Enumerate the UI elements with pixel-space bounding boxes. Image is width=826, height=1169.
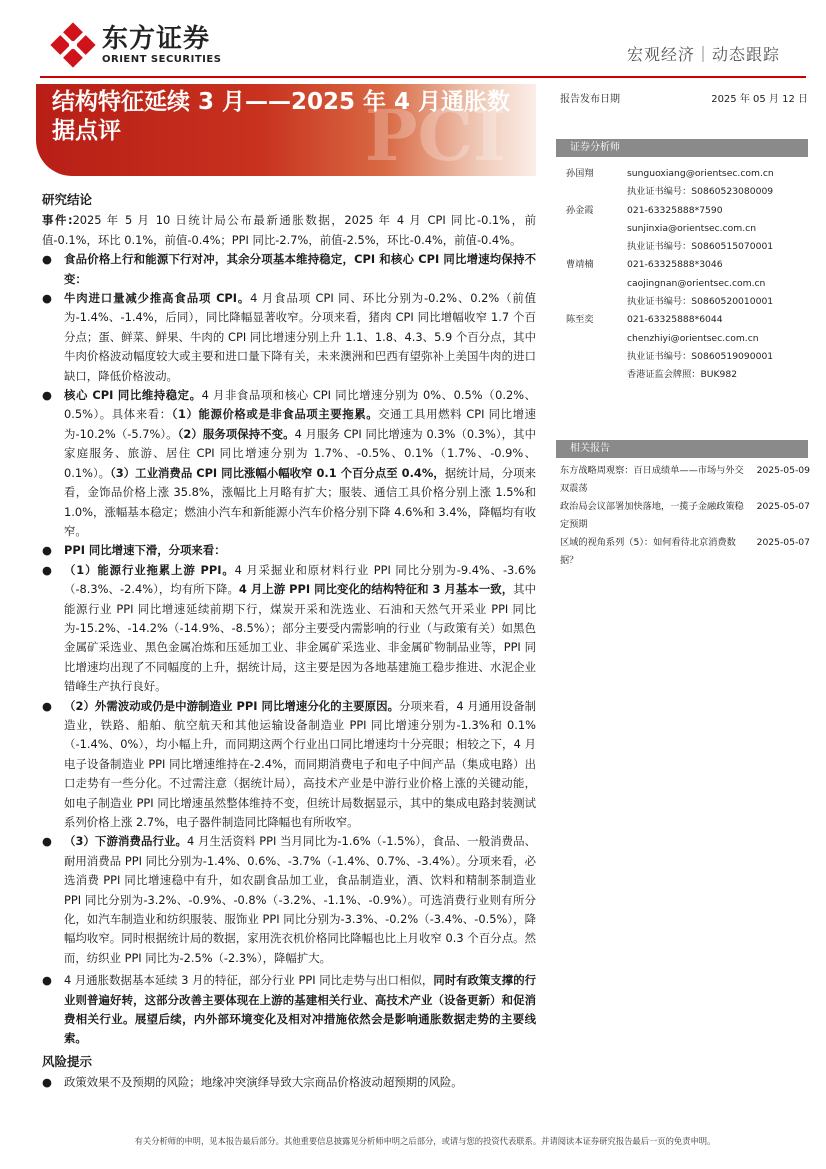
- event-text: 2025 年 5 月 10 日统计局公布最新通胀数据，2025 年 4 月 CPI 同比-0.1%，前值-0.1%，环比 0.1%，前值-0.4%；PPI 同比-2.7%，前值-2.5%，环比-0.4%，前值-0.4%。: [42, 213, 537, 247]
- bullet-bold: （2）服务项保持不变。: [177, 426, 295, 441]
- main-content: [42, 190, 536, 1093]
- bullet-bold: （1）能源价格或是非食品项主要拖累。: [171, 407, 379, 422]
- analyst-email[interactable]: chenzhiyi@orientsec.com.cn: [627, 332, 759, 344]
- report-category: 宏观经济｜动态跟踪: [626, 45, 780, 64]
- analyst-name: 孙金霞: [566, 204, 594, 216]
- bullet-text: 其中能源行业 PPI 同比增速延续前期下行，煤炭开采和洗选业、石油和天然气开采业 PPI 同比为-15.2%、-14.2%（-14.9%、-8.5%）；部分主要受内需影响的行业（与政策有关）如黑色金属矿采选业、黑色金属冶炼和压延加工业、非金属矿采选业、非金属矿物制品业等，PPI 同比增速均出现了不同幅度的上升，据统计局，这主要是因为各地基建施工稳步推进、水泥企业错峰生产执行良好。: [64, 582, 536, 694]
- bullet-item: [42, 832, 536, 968]
- bullet-text: 4 月食品项 CPI 同、环比分别为-0.2%、0.2%（前值为-1.4%、-1.4%，后同），同比降幅显著收窄。分项来看，猪肉 CPI 同比增幅收窄 1.7 个百分点；蛋、鲜菜、鲜果、牛肉的 CPI 同比增速分别上升 1.1、1.8、4.3、5.9 个百分点，其中牛肉价格波动幅度较大或主要和进口量下降有关，未来澳洲和巴西有望弥补上美国牛肉的进口缺口，降低价格波动。: [64, 291, 536, 383]
- analyst-email[interactable]: sunguoxiang@orientsec.com.cn: [627, 168, 774, 179]
- section-title-risk: 风险提示: [42, 1053, 93, 1069]
- report-title: 结构特征延续 3 月——2025 年 4 月通胀数据点评: [52, 89, 511, 144]
- publish-date-label: 报告发布日期: [560, 94, 620, 105]
- related-report-date: 2025-05-07: [756, 501, 810, 512]
- bullet-item: [42, 250, 536, 289]
- bullet-icon: ●: [42, 1075, 52, 1090]
- bullet-icon: ●: [42, 252, 52, 267]
- bullet-text: 4 月生活资料 PPI 当月同比为-1.6%（-1.5%），食品、一般消费品、耐用消费品 PPI 同比分别为-1.4%、0.6%、-3.7%（-1.4%、0.7%、-3.4%）。分项来看，必选消费 PPI 同比增速稳中有升，如农副食品加工业，食品制造业，酒、饮料和精制茶制造业 PPI 同比分别为-3.2%、-0.9%、-0.8%（-3.2%、-1.1%、-0.9%）。可选消费行业则有所分化，如汽车制造业和纺织服装、服饰业 PPI 同比分别为-3.3%、-0.2%（-3.4%、-0.5%），降幅均收窄。同时根据统计局的数据，家用洗衣机价格同比降幅也比上月收窄 0.3 个百分点。然而，纺织业 PPI 同比为-2.5%（-2.3%），降幅扩大。: [64, 834, 536, 965]
- bullet-text: 政策效果不及预期的风险；地缘冲突演绎导致大宗商品价格波动超预期的风险。: [64, 1075, 463, 1090]
- bullet-text: 4 月通胀数据基本延续 3 月的特征，部分行业 PPI 同比走势与出口相似，: [64, 973, 434, 988]
- related-report-item[interactable]: [560, 534, 810, 570]
- bullet-item: [42, 561, 536, 697]
- analyst-license: 执业证书编号：S0860519090001: [627, 350, 774, 362]
- event-label: 事件:: [42, 213, 73, 228]
- analyst-phone: 021-63325888*7590: [627, 204, 723, 216]
- bullet-bold: （2）外需波动或仍是中游制造业 PPI 同比增速分化的主要原因。: [64, 698, 400, 713]
- bullet-icon: ●: [42, 388, 52, 403]
- title-banner: [36, 84, 536, 176]
- related-reports-header: 相关报告: [556, 440, 808, 458]
- related-report-date: 2025-05-09: [756, 465, 810, 476]
- logo-english-name: ORIENT SECURITIES: [102, 54, 222, 65]
- analyst-email[interactable]: sunjinxia@orientsec.com.cn: [627, 222, 757, 234]
- analyst-license: 执业证书编号：S0860515070001: [627, 241, 774, 253]
- bullet-text: 交通工具用燃料 CPI 同比增速为-10.2%（-5.7%）。: [64, 407, 536, 441]
- disclaimer-footer: 有关分析师的申明，见本报告最后部分。其他重要信息披露见分析师申明之后部分，或请与您的投资代表联系。并请阅读本证券研究报告最后一页的免责申明。: [134, 1136, 716, 1146]
- bullet-icon: ●: [42, 291, 52, 306]
- analyst-entry: [566, 256, 816, 311]
- header-divider: [40, 76, 806, 78]
- logo-chinese-name: 东方证券: [102, 24, 211, 54]
- analyst-phone: 021-63325888*6044: [627, 314, 723, 326]
- related-report-title[interactable]: 政治局会议部署加快落地，一揽子金融政策稳定预期: [560, 501, 744, 530]
- related-report-title[interactable]: 区域的视角系列（5）：如何看待北京消费数据？: [560, 537, 736, 566]
- analyst-entry: [566, 202, 816, 257]
- bullet-item: [42, 289, 536, 386]
- analyst-name: 曹靖楠: [566, 259, 594, 271]
- analyst-license: 执业证书编号：S0860520010001: [627, 296, 774, 308]
- analyst-name: 陈至奕: [566, 314, 594, 326]
- bullet-bold: PPI 同比增速下滑，分项来看：: [64, 543, 226, 558]
- bullet-icon: ●: [42, 562, 52, 577]
- related-report-item[interactable]: [560, 462, 810, 498]
- related-report-title[interactable]: 东方战略周观察：百日成绩单——市场与外交双震荡: [560, 465, 744, 494]
- bullet-bold: 4 月上游 PPI 同比变化的结构特征和 3 月基本一致，: [238, 582, 514, 597]
- bullet-bold: （1）能源行业拖累上游 PPI。: [64, 562, 235, 577]
- bullet-bold: 同时有政策支撑的行业则普遍好转，这部分改善主要体现在上游的基建相关行业、高技术产业（设备更新）和促消费相关行业。展望后续，内外部环境变化及相对冲措施依然会是影响通胀数据走势的主要线索。: [64, 973, 536, 1046]
- analyst-hk-license: 香港证监会牌照：BUK982: [627, 369, 738, 381]
- bullet-item: [42, 697, 536, 833]
- bullet-text: 4 月采掘业和原材料行业 PPI 同比分别为-9.4%、-3.6%（-8.3%、-2.4%），均有所下降。: [64, 562, 536, 597]
- bullet-text: 4 月服务 CPI 同比增速为 0.3%（0.3%），其中家庭服务、旅游、居住 CPI 同比增速分别为 1.7%、-0.5%、0.1%（1.7%、-0.9%、0.1%）。: [64, 426, 536, 480]
- analyst-entry: [566, 165, 816, 202]
- analyst-name: 孙国翔: [566, 168, 594, 179]
- related-report-item[interactable]: [560, 498, 810, 534]
- analyst-email[interactable]: caojingnan@orientsec.com.cn: [627, 277, 766, 289]
- analyst-list: [566, 165, 816, 385]
- analyst-license: 执业证书编号：S0860523080009: [627, 186, 774, 198]
- section-title-conclusion: 研究结论: [42, 192, 93, 207]
- bullet-bold: 食品价格上行和能源下行对冲，其余分项基本维持稳定，CPI 和核心 CPI 同比增速均保持不变：: [64, 252, 536, 286]
- analysts-header: 证券分析师: [556, 139, 808, 157]
- bullet-text: 4 月非食品项和核心 CPI 同比增速分别为 0%、0.5%（0.2%、0.5%）。具体来看：: [64, 388, 536, 422]
- bullet-icon: ●: [42, 834, 52, 849]
- bullet-text: 分项来看，4 月通用设备制造业，铁路、船舶、航空航天和其他运输设备制造业 PPI 同比增速分别为-1.3%和 0.1%（-1.4%、0%），均小幅上升，而同期这两个行业出口同比增速均十分亮眼；相较之下，4 月电子设备制造业 PPI 同比增速维持在-2.4%，而同期消费电子和电子中间产品（集成电路）出口走势有一些分化。不过需注意（据统计局），高技术产业是中游行业价格上涨的关键动能，如电子制造业 PPI 同比增速虽然整体维持不变，但统计局数据显示，其中的集成电路封装测试系列价格上涨 2.7%，电子器件制造同比降幅也有所收窄。: [64, 698, 537, 829]
- bullet-bold: 核心 CPI 同比维持稳定。: [64, 388, 202, 403]
- bullet-item: [42, 541, 536, 560]
- related-report-date: 2025-05-07: [756, 537, 810, 548]
- related-reports-list: [560, 462, 810, 570]
- bullet-bold: 牛肉进口量减少推高食品项 CPI。: [64, 291, 251, 306]
- analyst-phone: 021-63325888*3046: [627, 259, 723, 271]
- bullet-icon: ●: [42, 698, 52, 713]
- banner-watermark: PCI: [364, 94, 506, 176]
- bullet-item: [42, 1073, 536, 1092]
- event-paragraph: [42, 211, 536, 250]
- company-logo: [50, 22, 221, 68]
- bullet-text: 据统计局，分项来看，金饰品价格上涨 35.8%，涨幅比上月略有扩大；服装、通信工具价格分别上涨 1.5%和 1.0%，涨幅基本稳定；燃油小汽车和新能源小汽车价格分别下降 4.6%和 3.4%，降幅均有收窄。: [64, 465, 536, 538]
- publish-date-row: [560, 90, 808, 105]
- publish-date-value: 2025 年 05 月 12 日: [711, 94, 808, 105]
- orient-logo-icon: [50, 22, 96, 68]
- bullet-bold: （3）下游消费品行业。: [64, 834, 188, 849]
- bullet-bold: （3）工业消费品 CPI 同比涨幅小幅收窄 0.1 个百分点至 0.4%，: [110, 465, 445, 480]
- bullet-item: [42, 971, 536, 1049]
- analyst-entry: [566, 311, 816, 384]
- bullet-icon: ●: [42, 973, 52, 988]
- bullet-item: [42, 386, 536, 541]
- bullet-icon: ●: [42, 543, 52, 558]
